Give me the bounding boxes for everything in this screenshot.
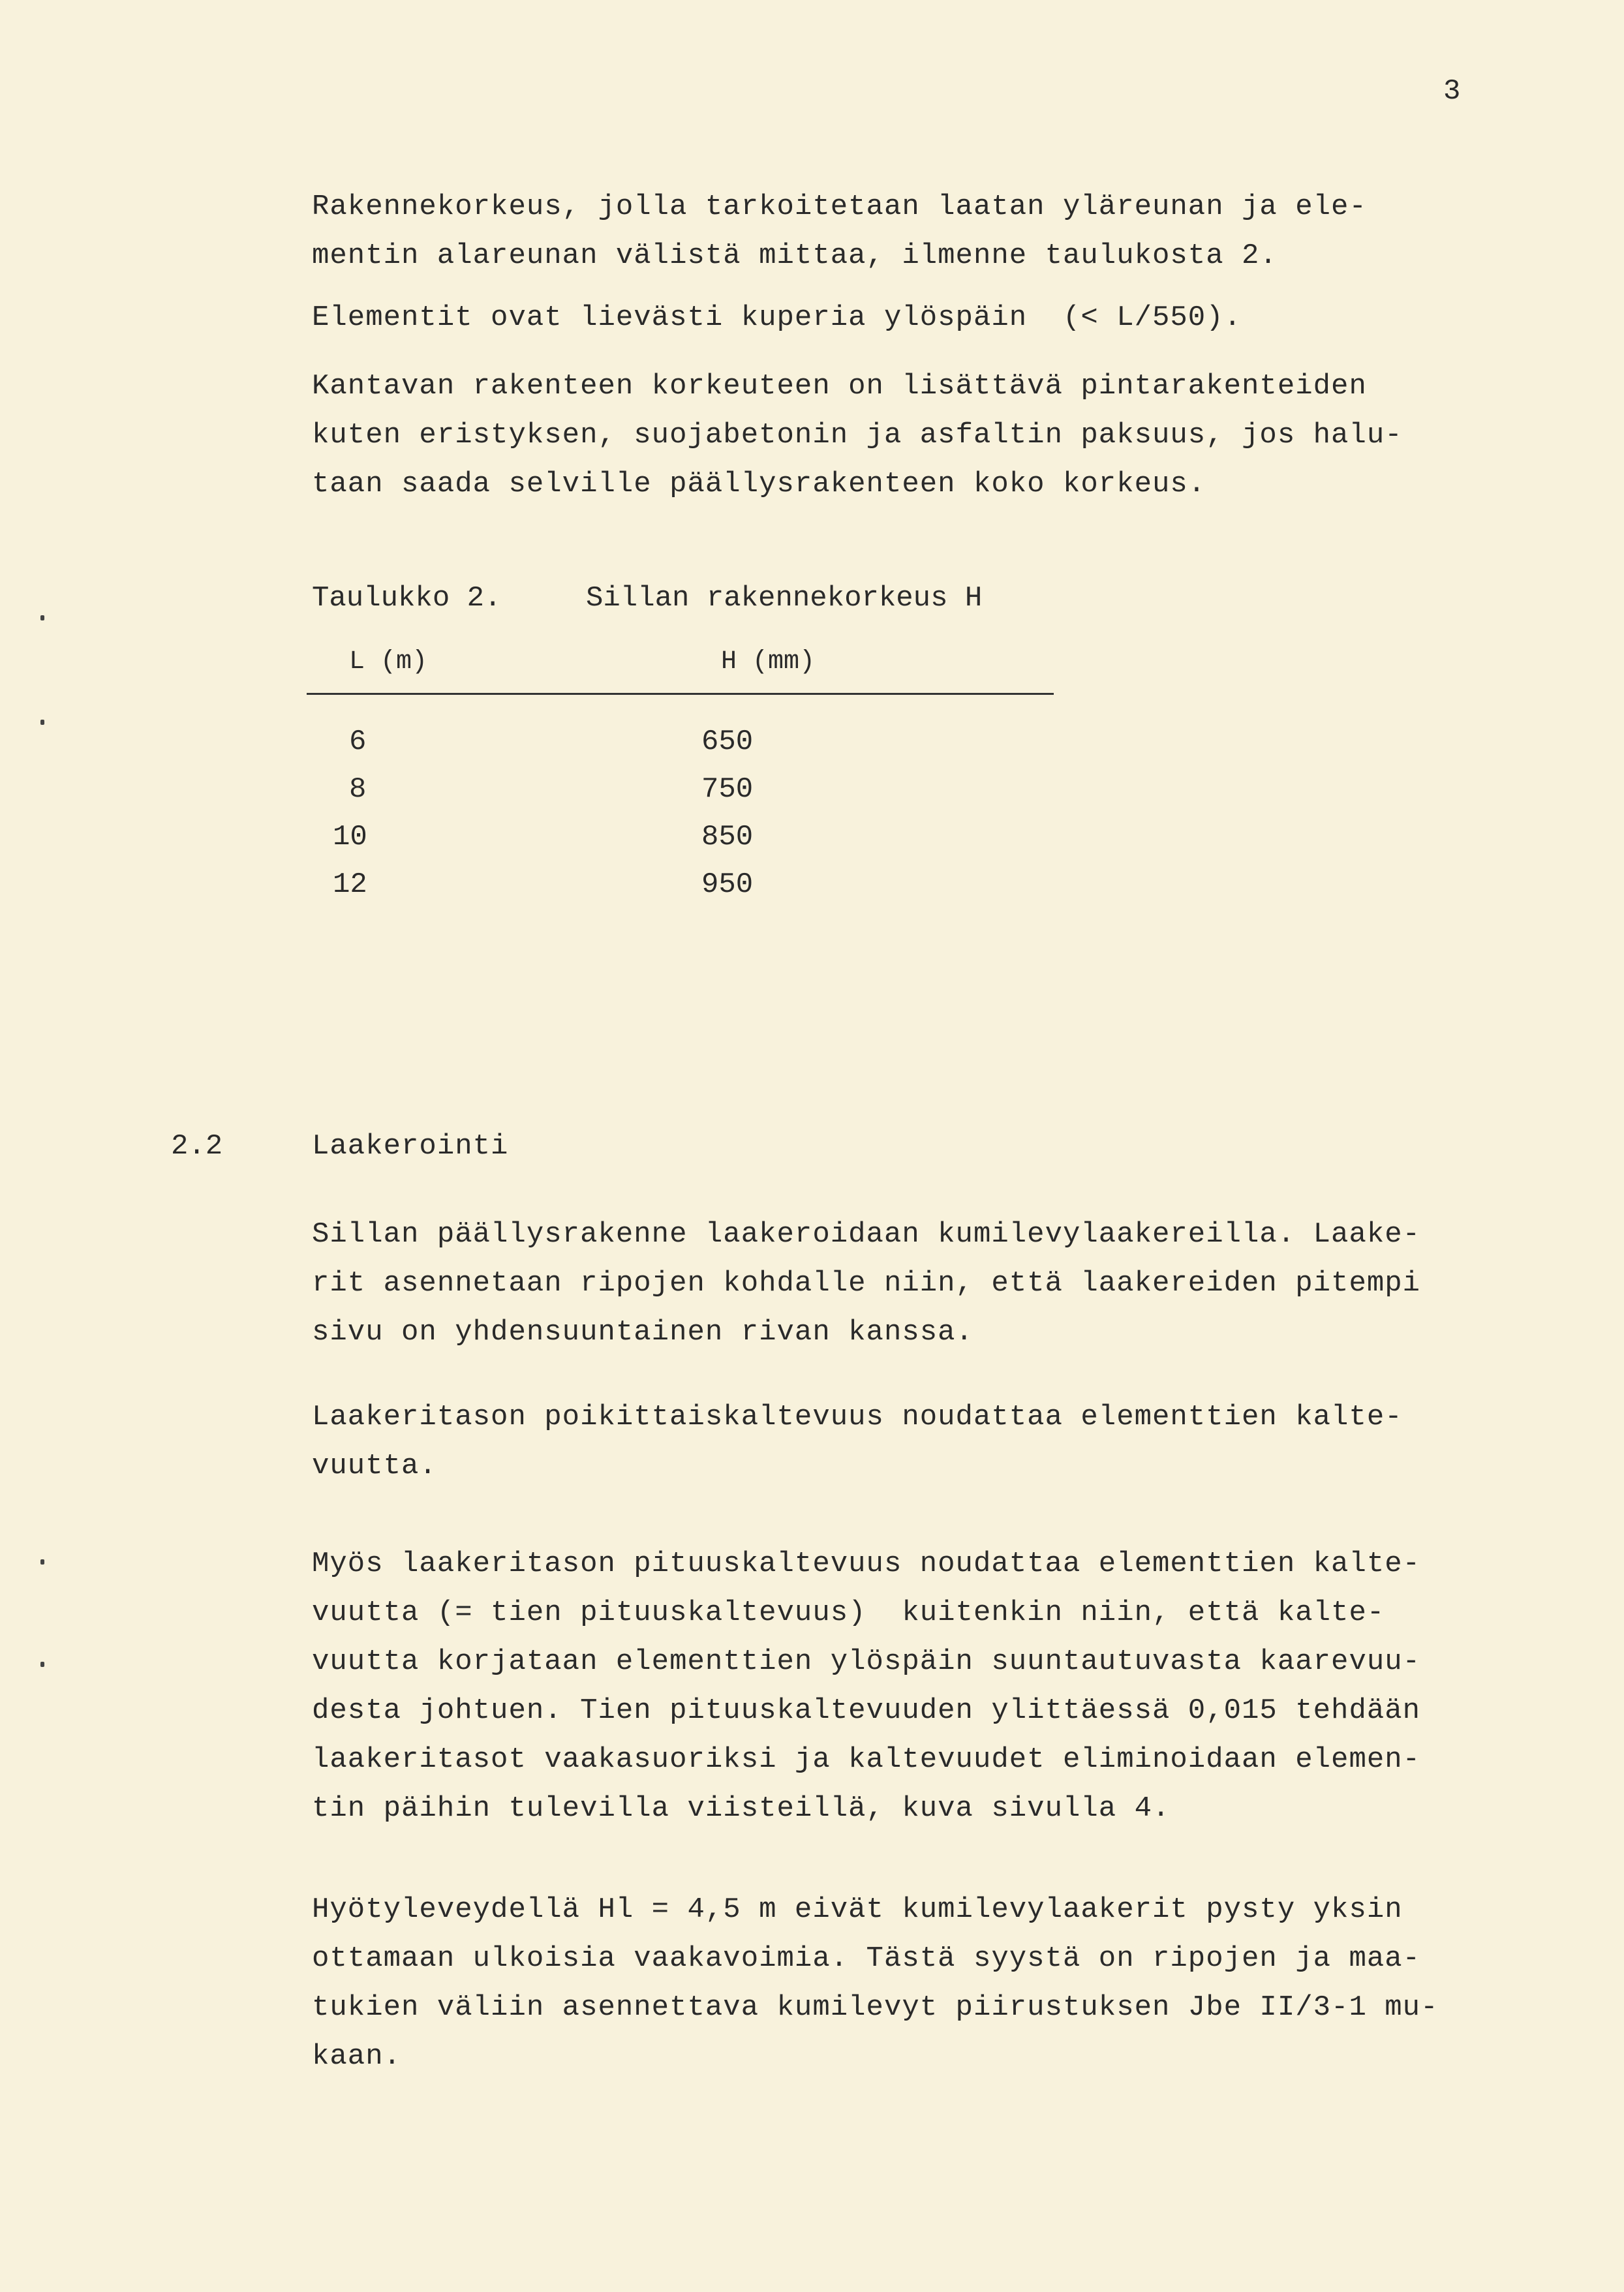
table-cell-length: 8 [349,773,367,806]
paragraph-sillan: Sillan päällysrakenne laakeroidaan kumilevylaakereilla. Laake- rit asennetaan ripojen kohdalle niin, että laakereiden pitempi sivu on yhdensuuntainen rivan kanssa. [312,1218,1421,1349]
paragraph-myos: Myös laakeritason pituuskaltevuus noudattaa elementtien kalte- vuutta (= tien pituuskaltevuus) kuitenkin niin, että kalte- vuutta korjataan elementtien ylöspäin suuntautuvasta kaarevuu- desta johtuen. Tien pituuskaltevuuden ylittäessä 0,015 tehdään laakeritasot vaakasuoriksi ja kaltevuudet eliminoidaan elemen- tin päihin tulevilla viisteillä, kuva sivulla 4. [312,1548,1421,1825]
paragraph-laakeritason: Laakeritason poikittaiskaltevuus noudattaa elementtien kalte- vuutta. [312,1401,1403,1482]
page-number: 3 [1443,75,1461,108]
table-cell-height: 650 [701,726,754,758]
section-number: 2.2 [171,1130,223,1163]
paragraph-elementit: Elementit ovat lievästi kuperia ylöspäin (< L/550). [312,301,1242,334]
table-cell-length: 6 [349,726,367,758]
paragraph-hyotyleveys: Hyötyleveydellä Hl = 4,5 m eivät kumilevylaakerit pysty yksin ottamaan ulkoisia vaakavoimia. Tästä syystä on ripojen ja maa- tukien väliin asennettava kumilevyt piirustuksen Jbe II/3-1 mu- kaan. [312,1893,1439,2073]
table-cell-height: 850 [701,821,754,853]
table-cell-height: 750 [701,773,754,806]
table-header-rule [307,693,1054,695]
table-caption-title: Sillan rakennekorkeus H [586,582,983,615]
scan-speck [40,1662,44,1667]
paragraph-rakennekorkeus: Rakennekorkeus, jolla tarkoitetaan laatan yläreunan ja ele- mentin alareunan välistä mittaa, ilmenne taulukosta 2. [312,191,1367,272]
scan-speck [40,1559,44,1565]
table-header-length: L (m) [349,647,428,677]
scan-speck [40,615,44,620]
scan-speck [40,720,44,725]
table-cell-length: 12 [333,868,367,901]
table-cell-height: 950 [701,868,754,901]
section-title: Laakerointi [312,1130,509,1163]
table-cell-length: 10 [333,821,367,853]
paragraph-kantavan: Kantavan rakenteen korkeuteen on lisättävä pintarakenteiden kuten eristyksen, suojabetonin ja asfaltin paksuus, jos halu- taan saada selville päällysrakenteen koko korkeus. [312,370,1403,500]
table-header-height: H (mm) [721,647,816,677]
table-caption-label: Taulukko 2. [312,582,502,615]
table-caption [312,574,982,623]
